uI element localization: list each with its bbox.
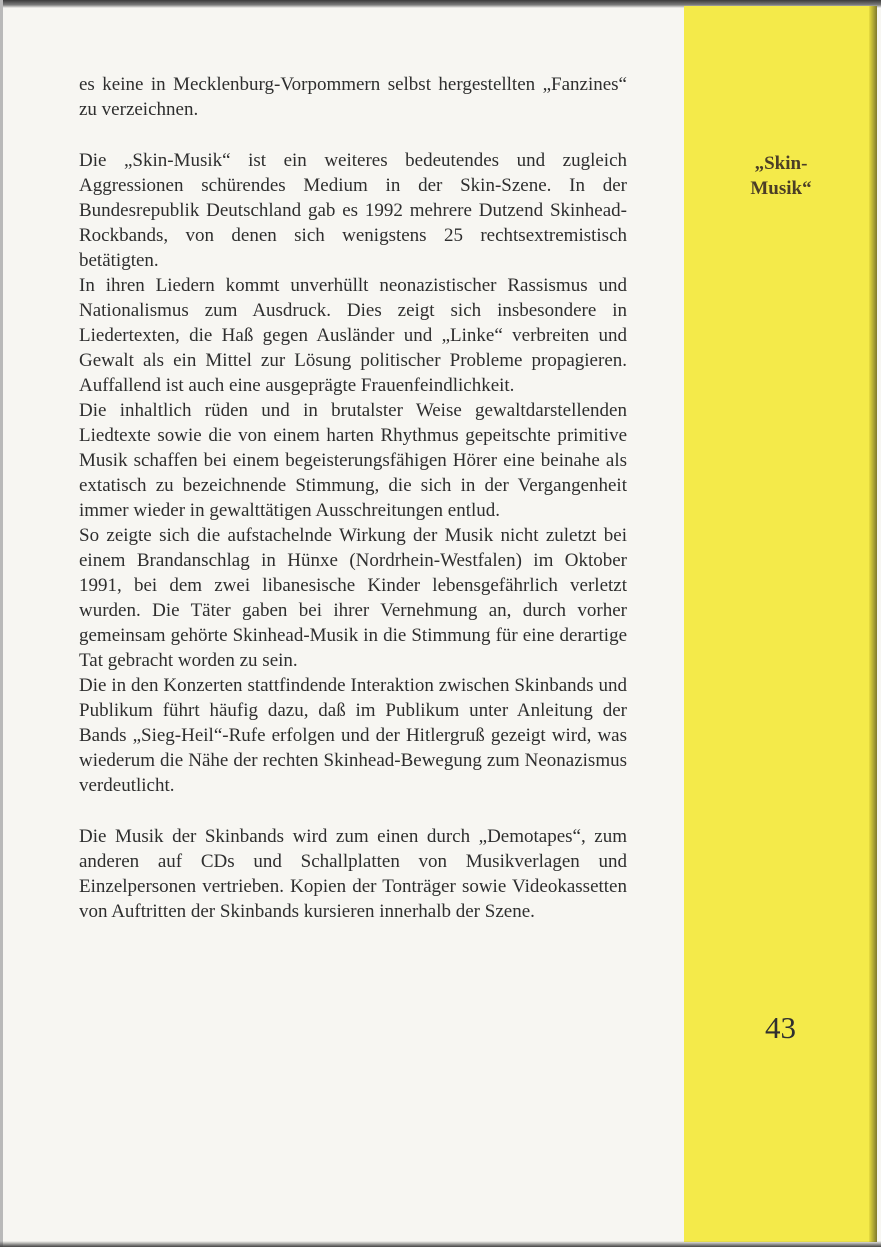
scan-bottom-edge xyxy=(0,1241,881,1247)
yellow-margin-sidebar xyxy=(684,6,877,1242)
margin-heading: „Skin- Musik“ xyxy=(750,153,812,199)
paragraph-concert-interaction: Die in den Konzerten stattfindende Interaktion zwischen Skinbands und Publikum führt häufig dazu, daß im Publikum unter Anleitung der Bands „Sieg-Heil“-Rufe erfolgen und der Hitlergruß gezeigt wird, was wiederum die Nähe der rechten Skinhead-Bewegung zum Neonazismus verdeutlicht. xyxy=(79,675,627,796)
page-number: 43 xyxy=(765,1010,796,1045)
paragraph-continuation: es keine in Mecklenburg-Vorpommern selbst hergestellten „Fanzines“ zu verzeichnen. xyxy=(79,74,627,120)
paragraph-violent-lyrics: Die inhaltlich rüden und in brutalster Weise gewaltdarstellenden Liedtexte sowie die von einem harten Rhythmus gepeitschte primitive Musik schaffen bei einem begeisterungsfähigen Hörer eine beinahe als extatisch zu bezeichnende Stimmung, die sich in der Vergangenheit immer wieder in gewalttätigen Ausschreitungen entlud. xyxy=(79,400,627,521)
paragraph-gap xyxy=(79,122,627,148)
scan-left-edge xyxy=(0,0,3,1247)
paragraph-distribution: Die Musik der Skinbands wird zum einen durch „Demotapes“, zum anderen auf CDs und Schallplatten von Musikverlagen und Einzelpersonen vertrieben. Kopien der Tonträger sowie Videokassetten von Auftritten der Skinbands kursieren innerhalb der Szene. xyxy=(79,826,627,922)
sidebar-shadow-edge xyxy=(869,6,877,1242)
paragraph-huenxe-attack: So zeigte sich die aufstachelnde Wirkung der Musik nicht zuletzt bei einem Brandanschlag in Hünxe (Nordrhein-Westfalen) im Oktober 1991, bei dem zwei libanesische Kinder lebensgefährlich verletzt wurden. Die Täter gaben bei ihrer Vernehmung an, durch vorher gemeinsam gehörte Skinhead-Musik in die Stimmung für eine derartige Tat gebracht worden zu sein. xyxy=(79,525,627,671)
paragraph-lyrics-content: In ihren Liedern kommt unverhüllt neonazistischer Rassismus und Nationalismus zum Ausdruck. Dies zeigt sich insbesondere in Liedertexten, die Haß gegen Ausländer und „Linke“ verbreiten und Gewalt als ein Mittel zur Lösung politischer Probleme propagieren. Auffallend ist auch eine ausgeprägte Frauenfeindlichkeit. xyxy=(79,275,627,396)
main-text-column xyxy=(79,72,627,924)
paragraph-skin-musik-intro: Die „Skin-Musik“ ist ein weiteres bedeutendes und zugleich Aggressionen schürendes Medium in der Skin-Szene. In der Bundesrepublik Deutschland gab es 1992 mehrere Dutzend Skinhead-Rockbands, von denen sich wenigstens 25 rechtsextremistisch betätigten. xyxy=(79,150,627,271)
paragraph-gap xyxy=(79,798,627,824)
